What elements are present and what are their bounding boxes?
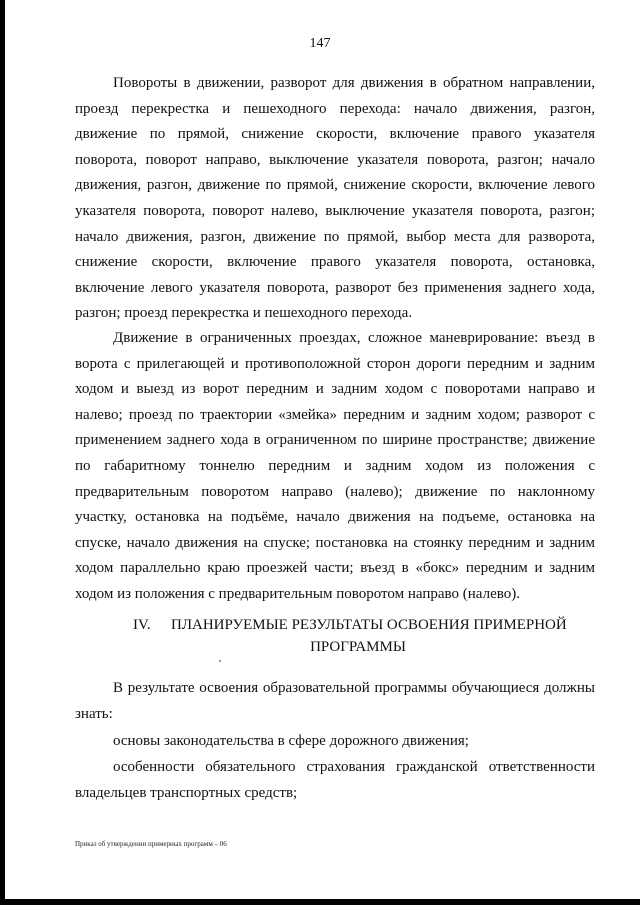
scan-border-left (0, 0, 5, 905)
section-number: IV. (133, 617, 151, 633)
paragraph-results-intro: В результате освоения образовательной программы обучающиеся должны знать: (75, 680, 595, 722)
section-title-line2: ПРОГРАММЫ (310, 639, 406, 655)
paragraph-confined-maneuvers: Движение в ограниченных проездах, сложное маневрирование: въезд в ворота с прилегающей и противоположной сторон дороги передним и задним ходом и выезд из ворот передним и задним ходом с поворотами направо и налево; проезд по траектории «змейка» передним и задним ходом; разворот с применением заднего хода в ограниченном по ширине пространстве; движение по габаритному тоннелю передним и задним ходом из положения с предварительным поворотом направо (налево); движение по наклонному участку, остановка на подъёме, начало движения на подъеме, остановка на спуске, начало движения на спуске; постановка на стоянку передним и задним ходом параллельно краю проезжей части; въезд в «бокс» передним и задним ходом из положения с предварительным поворотом направо (налево). (75, 330, 595, 602)
paragraph-turns: Повороты в движении, разворот для движения в обратном направлении, проезд перекрестка и пешеходного перехода: начало движения, разгон, движение по прямой, снижение скорости, включение правого указателя поворота, поворот направо, выключение указателя поворота, разгон; начало движения, разгон, движение по прямой, снижение скорости, включение левого указателя поворота, поворот налево, выключение указателя поворота, разгон; начало движения, разгон, движение по прямой, выбор места для разворота, снижение скорости, включение правого указателя поворота, остановка, включение левого указателя поворота, разворот без применения заднего хода, разгон; проезд перекрестка и пешеходного перехода. (75, 75, 595, 322)
scan-speck (219, 660, 221, 662)
page-number: 147 (309, 36, 331, 51)
section-title-line1: ПЛАНИРУЕМЫЕ РЕЗУЛЬТАТЫ ОСВОЕНИЯ ПРИМЕРНОЙ (171, 617, 567, 633)
list-item-insurance: особенности обязательного страхования гражданской ответственности владельцев транспортных средств; (75, 759, 595, 801)
section-heading (75, 614, 595, 658)
page-footer: Приказ об утверждении примерных программ – 06 (75, 840, 227, 848)
section-heading-line1 (75, 614, 595, 636)
scan-border-bottom (0, 899, 640, 905)
list-item-legislation: основы законодательства в сфере дорожного движения; (113, 733, 469, 749)
